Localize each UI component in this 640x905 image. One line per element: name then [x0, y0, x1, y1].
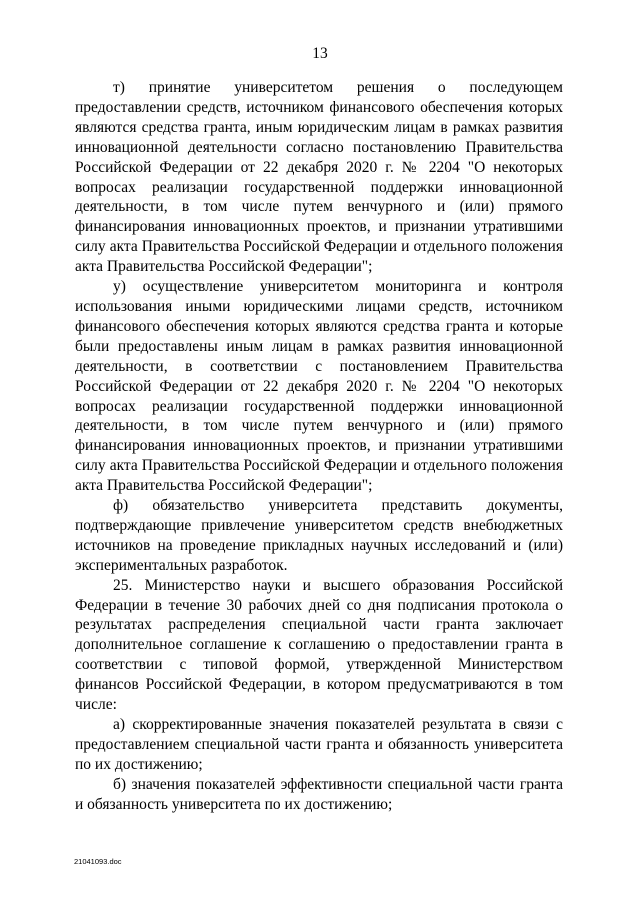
footer-filename: 21041093.doc: [74, 857, 122, 866]
paragraph-b: б) значения показателей эффективности специальной части гранта и обязанность университета по их достижению;: [75, 775, 563, 813]
paragraph-t: т) принятие университетом решения о последующем предоставлении средств, источником финансового обеспечения которых являются средства гранта, иным юридическим лицам в рамках развития инновационной деятельности согласно постановлению Правительства Российской Федерации от 22 декабря 2020 г. № 2204 "О некоторых вопросах реализации государственной поддержки инновационной деятельности, в том числе путем венчурного и (или) прямого финансирования инновационных проектов, и признании утратившими силу акта Правительства Российской Федерации и отдельного положения акта Правительства Российской Федерации";: [75, 79, 563, 276]
paragraph-f: ф) обязательство университета представить документы, подтверждающие привлечение университетом средств внебюджетных источников на проведение прикладных научных исследований и (или) экспериментальных разработок.: [75, 497, 563, 574]
page-number: 13: [312, 45, 328, 62]
paragraph-a: а) скорректированные значения показателей результата в связи с предоставлением специальной части гранта и обязанность университета по их достижению;: [75, 716, 563, 773]
paragraph-u: у) осуществление университетом мониторинга и контроля использования иными юридическими лицами средств, источником финансового обеспечения которых являются средства гранта и которые были предоставлены иным лицам в рамках развития инновационной деятельности, в соответствии с постановлением Правительства Российской Федерации от 22 декабря 2020 г. № 2204 "О некоторых вопросах реализации государственной поддержки инновационной деятельности, в том числе путем венчурного и (или) прямого финансирования инновационных проектов, и признании утратившими силу акта Правительства Российской Федерации и отдельного положения акта Правительства Российской Федерации";: [75, 278, 563, 495]
document-body: [75, 78, 563, 815]
paragraph-25: 25. Министерство науки и высшего образования Российской Федерации в течение 30 рабочих дней со дня подписания протокола о результатах распределения специальной части гранта заключает дополнительное соглашение к соглашению о предоставлении гранта в соответствии с типовой формой, утвержденной Министерством финансов Российской Федерации, в котором предусматриваются в том числе:: [75, 576, 563, 714]
